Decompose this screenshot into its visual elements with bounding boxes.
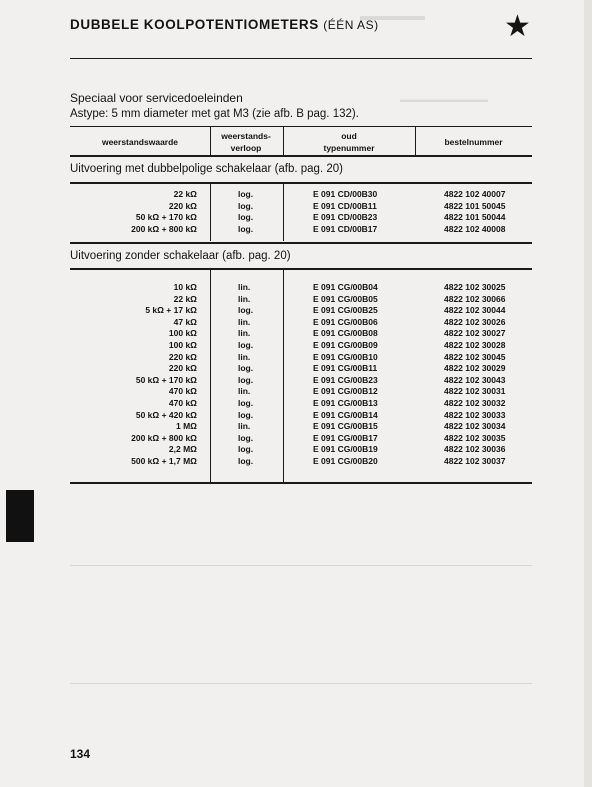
- bleed-through-rule: [70, 683, 532, 684]
- column-divider: [210, 127, 211, 155]
- group-rule: [70, 182, 532, 184]
- verloop-cell: log.: [238, 212, 254, 223]
- weerstandswaarde-cell: 100 kΩ: [168, 328, 197, 339]
- verloop-cell: log.: [238, 305, 254, 316]
- typenummer-cell: E 091 CD/00B17: [313, 223, 378, 234]
- bestelnummer-cell: 4822 102 30035: [444, 432, 506, 443]
- verloop-cell: log.: [238, 340, 254, 350]
- weerstandswaarde-cell: 500 kΩ + 1,7 MΩ: [131, 456, 197, 466]
- bestelnummer-cell: 4822 102 40008: [444, 223, 506, 234]
- table-row: [70, 352, 532, 363]
- page-edge-shadow: [584, 0, 592, 787]
- table-row: [70, 421, 532, 432]
- typenummer-cell: E 091 CG/00B23: [313, 374, 378, 385]
- verloop-cell: log.: [238, 444, 254, 455]
- typenummer-cell: E 091 CG/00B20: [313, 456, 378, 466]
- bestelnummer-cell: 4822 102 30025: [444, 282, 506, 292]
- weerstandswaarde-cell: 50 kΩ + 170 kΩ: [135, 374, 197, 385]
- bestelnummer-cell: 4822 101 50044: [444, 212, 506, 223]
- verloop-cell: log.: [238, 363, 254, 374]
- typenummer-cell: E 091 CG/00B13: [313, 398, 378, 408]
- header-line: oud: [341, 131, 357, 141]
- typenummer-cell: E 091 CG/00B15: [313, 421, 378, 432]
- verloop-cell: log.: [238, 409, 254, 420]
- bestelnummer-cell: 4822 102 30032: [444, 398, 506, 408]
- bestelnummer-cell: 4822 102 30026: [444, 316, 506, 327]
- weerstandswaarde-cell: 220 kΩ: [168, 351, 197, 362]
- typenummer-cell: E 091 CG/00B10: [313, 351, 378, 362]
- page-number: 134: [70, 747, 91, 761]
- weerstandswaarde-cell: 50 kΩ + 420 kΩ: [135, 409, 197, 420]
- bestelnummer-cell: 4822 102 30066: [444, 293, 506, 304]
- bestelnummer-cell: 4822 102 30031: [444, 386, 506, 397]
- verloop-cell: log.: [238, 398, 254, 408]
- typenummer-cell: E 091 CG/00B25: [313, 305, 378, 316]
- bestelnummer-cell: 4822 102 30033: [444, 409, 506, 420]
- table-row: [70, 328, 532, 339]
- table-row: [70, 386, 532, 397]
- verloop-cell: log.: [238, 432, 254, 443]
- table-row: [70, 433, 532, 444]
- weerstandswaarde-cell: 5 kΩ + 17 kΩ: [145, 305, 197, 316]
- group-heading-zonder-schakelaar: Uitvoering zonder schakelaar (afb. pag. 20): [70, 250, 291, 262]
- verloop-cell: lin.: [238, 293, 251, 304]
- table-row: [70, 375, 532, 386]
- verloop-cell: log.: [238, 200, 254, 211]
- verloop-cell: lin.: [238, 421, 251, 432]
- bestelnummer-cell: 4822 102 30036: [444, 444, 506, 455]
- weerstandswaarde-cell: 100 kΩ: [168, 340, 197, 350]
- section-title: Speciaal voor servicedoeleinden: [70, 91, 243, 105]
- table-row: [70, 282, 532, 293]
- header-line: typenummer: [323, 143, 375, 153]
- column-header-weerstandswaarde: weerstandswaarde: [101, 137, 179, 147]
- weerstandswaarde-cell: 50 kΩ + 170 kΩ: [135, 212, 197, 223]
- column-header-typenummer: [283, 130, 415, 154]
- page-title: [70, 17, 379, 32]
- bestelnummer-cell: 4822 102 30037: [444, 456, 506, 466]
- weerstandswaarde-cell: 2,2 MΩ: [168, 444, 197, 455]
- table-row: [70, 305, 532, 316]
- typenummer-cell: E 091 CG/00B19: [313, 444, 378, 455]
- bestelnummer-cell: 4822 102 30045: [444, 351, 506, 362]
- table-row: [70, 363, 532, 374]
- column-divider: [283, 127, 284, 155]
- typenummer-cell: E 091 CD/00B30: [313, 189, 378, 199]
- column-header-weerstandsverloop: [210, 130, 282, 154]
- typenummer-cell: E 091 CG/00B04: [313, 282, 378, 292]
- typenummer-cell: E 091 CG/00B08: [313, 328, 378, 339]
- weerstandswaarde-cell: 470 kΩ: [168, 386, 197, 397]
- table-row: [70, 444, 532, 455]
- verloop-cell: log.: [238, 374, 254, 385]
- bestelnummer-cell: 4822 102 30027: [444, 328, 506, 339]
- bestelnummer-cell: 4822 102 30034: [444, 421, 506, 432]
- table-row: [70, 201, 532, 212]
- weerstandswaarde-cell: 200 kΩ + 800 kΩ: [131, 432, 197, 443]
- header-line: verloop: [230, 143, 262, 153]
- typenummer-cell: E 091 CG/00B11: [313, 363, 378, 374]
- typenummer-cell: E 091 CD/00B11: [313, 200, 377, 211]
- weerstandswaarde-cell: 47 kΩ: [173, 316, 197, 327]
- bleed-through-rule: [70, 565, 532, 566]
- header-line: weerstands-: [221, 131, 271, 141]
- page-title-sub: (ÉÉN AS): [323, 18, 379, 32]
- weerstandswaarde-cell: 200 kΩ + 800 kΩ: [131, 223, 197, 234]
- table-row: [70, 398, 532, 409]
- weerstandswaarde-cell: 1 MΩ: [176, 421, 197, 432]
- bleed-through-text: ▬▬▬▬▬▬▬▬▬▬▬: [400, 95, 488, 104]
- verloop-cell: log.: [238, 189, 254, 199]
- weerstandswaarde-cell: 220 kΩ: [168, 363, 197, 374]
- verloop-cell: lin.: [238, 316, 251, 327]
- group-rule: [70, 268, 532, 270]
- verloop-cell: lin.: [238, 282, 251, 292]
- page-title-main: DUBBELE KOOLPOTENTIOMETERS: [70, 17, 319, 32]
- bestelnummer-cell: 4822 102 30028: [444, 340, 506, 350]
- bestelnummer-cell: 4822 101 50045: [444, 200, 506, 211]
- section-subtitle: Astype: 5 mm diameter met gat M3 (zie afb. B pag. 132).: [70, 108, 359, 120]
- table-row: [70, 224, 532, 235]
- bestelnummer-cell: 4822 102 30044: [444, 305, 506, 316]
- star-icon: ★: [504, 10, 531, 43]
- verloop-cell: lin.: [238, 328, 251, 339]
- verloop-cell: log.: [238, 456, 254, 466]
- header-bottom-rule: [70, 155, 532, 157]
- table-row: [70, 212, 532, 223]
- typenummer-cell: E 091 CG/00B14: [313, 409, 378, 420]
- weerstandswaarde-cell: 10 kΩ: [173, 282, 197, 292]
- typenummer-cell: E 091 CG/00B17: [313, 432, 378, 443]
- typenummer-cell: E 091 CG/00B05: [313, 293, 378, 304]
- typenummer-cell: E 091 CG/00B12: [313, 386, 378, 397]
- table-row: [70, 410, 532, 421]
- bestelnummer-cell: 4822 102 30029: [444, 363, 506, 374]
- bestelnummer-cell: 4822 102 30043: [444, 374, 506, 385]
- table-bottom-rule: [70, 482, 532, 484]
- verloop-cell: lin.: [238, 351, 251, 362]
- weerstandswaarde-cell: 22 kΩ: [173, 293, 197, 304]
- column-divider: [415, 127, 416, 155]
- group-heading-dubbelpolige: Uitvoering met dubbelpolige schakelaar (afb. pag. 20): [70, 163, 343, 175]
- thumb-index-tab: [6, 490, 34, 542]
- typenummer-cell: E 091 CD/00B23: [313, 212, 378, 223]
- table-row: [70, 456, 532, 467]
- group-rule: [70, 242, 532, 244]
- top-rule: [70, 58, 532, 59]
- typenummer-cell: E 091 CG/00B06: [313, 316, 378, 327]
- typenummer-cell: E 091 CG/00B09: [313, 340, 378, 350]
- bleed-through-text: ▬▬▬▬▬: [360, 8, 425, 23]
- weerstandswaarde-cell: 470 kΩ: [168, 398, 197, 408]
- table-row: [70, 294, 532, 305]
- weerstandswaarde-cell: 22 kΩ: [173, 189, 197, 199]
- bestelnummer-cell: 4822 102 40007: [444, 189, 506, 199]
- weerstandswaarde-cell: 220 kΩ: [168, 200, 197, 211]
- verloop-cell: lin.: [238, 386, 251, 397]
- table-row: [70, 340, 532, 351]
- verloop-cell: log.: [238, 223, 254, 234]
- column-header-bestelnummer: bestelnummer: [444, 137, 503, 147]
- table-row: [70, 189, 532, 200]
- table-row: [70, 317, 532, 328]
- table-top-rule: [70, 126, 532, 127]
